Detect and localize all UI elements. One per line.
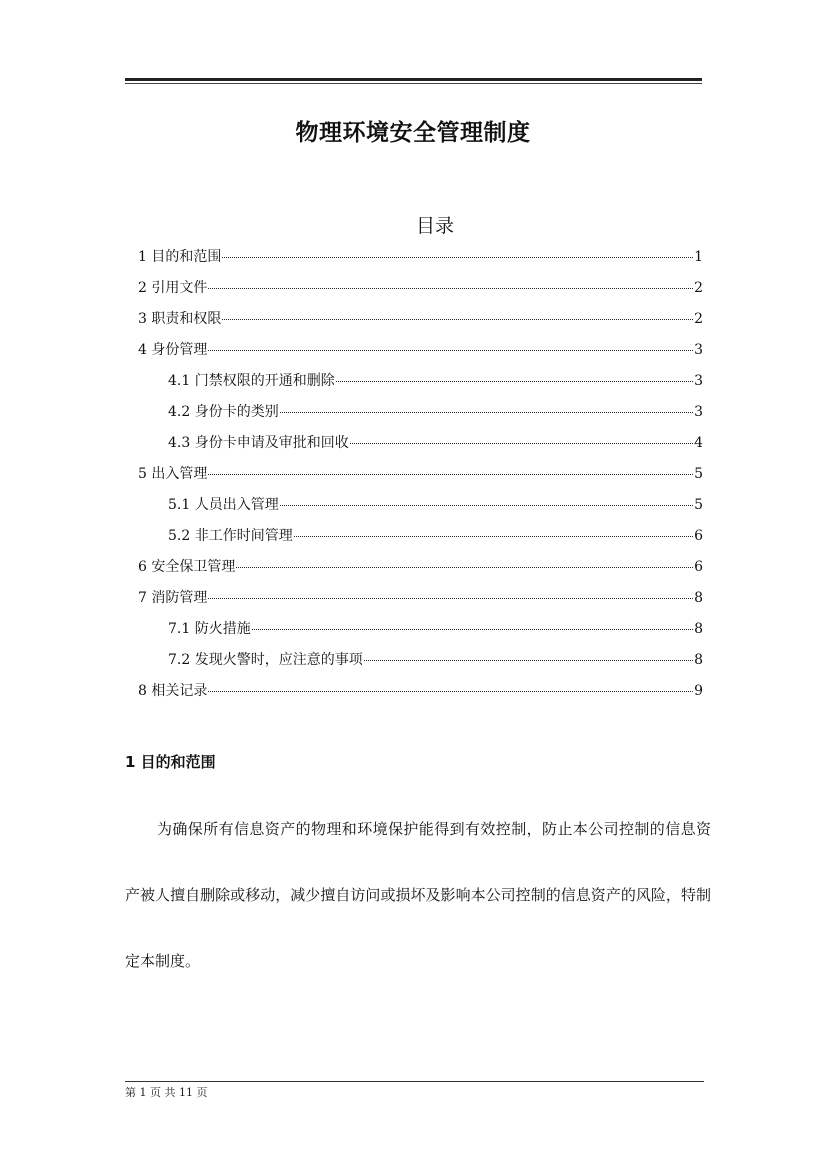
- toc-entry-text: 8 相关记录: [138, 683, 208, 699]
- toc-entry-page-number: 1: [694, 249, 703, 265]
- toc-entry-page-number: 8: [694, 652, 703, 668]
- section-body-paragraph: 为确保所有信息资产的物理和环境保护能得到有效控制，防止本公司控制的信息资产被人擅自删除或移动，减少擅自访问或损坏及影响本公司控制的信息资产的风险，特制定本制度。: [125, 820, 711, 970]
- toc-dot-leader: [208, 288, 693, 289]
- toc-entry[interactable]: [138, 401, 703, 432]
- toc-entry-page-number: 6: [694, 559, 703, 575]
- toc-entry-page-number: 3: [694, 373, 703, 389]
- toc-entry-text: 4.2 身份卡的类别: [168, 404, 279, 420]
- toc-entry[interactable]: [138, 339, 703, 370]
- toc-entry-page-number: 5: [694, 466, 703, 482]
- toc-entry-text: 5.2 非工作时间管理: [168, 528, 293, 544]
- toc-entry-page-number: 6: [694, 528, 703, 544]
- toc-entry-text: 7.1 防火措施: [168, 621, 251, 637]
- toc-dot-leader: [222, 257, 693, 258]
- header-rule-thin: [125, 83, 702, 84]
- toc-entry-page-number: 3: [694, 404, 703, 420]
- toc-entry-text: 4.1 门禁权限的开通和删除: [168, 373, 335, 389]
- toc-entry[interactable]: [138, 308, 703, 339]
- toc-entry[interactable]: [138, 680, 703, 711]
- toc-entry[interactable]: [138, 649, 703, 680]
- toc-dot-leader: [280, 505, 693, 506]
- toc-dot-leader: [208, 474, 693, 475]
- toc-entry[interactable]: [138, 618, 703, 649]
- toc-dot-leader: [236, 567, 693, 568]
- document-title: 物理环境安全管理制度: [295, 120, 531, 146]
- toc-dot-leader: [294, 536, 693, 537]
- toc-entry-page-number: 8: [694, 590, 703, 606]
- toc-dot-leader: [364, 660, 693, 661]
- toc-entry[interactable]: [138, 432, 703, 463]
- header-rule-thick: [125, 78, 702, 81]
- toc-entry-text: 7 消防管理: [138, 590, 208, 606]
- toc-entry-page-number: 9: [694, 683, 703, 699]
- toc-dot-leader: [252, 629, 693, 630]
- toc-entry-page-number: 2: [694, 311, 703, 327]
- toc-entry-text: 2 引用文件: [138, 280, 208, 296]
- footer-rule: [125, 1081, 704, 1082]
- toc-dot-leader: [208, 350, 693, 351]
- toc-entry-page-number: 4: [694, 435, 703, 451]
- toc-entry[interactable]: [138, 370, 703, 401]
- toc-entry[interactable]: [138, 494, 703, 525]
- toc-entry-text: 3 职责和权限: [138, 311, 222, 327]
- toc-entry-text: 1 目的和范围: [138, 249, 222, 265]
- toc-entry-text: 4.3 身份卡申请及审批和回收: [168, 435, 349, 451]
- toc-dot-leader: [208, 598, 693, 599]
- toc-entry-text: 5 出入管理: [138, 466, 208, 482]
- toc-entry-text: 7.2 发现火警时，应注意的事项: [168, 652, 363, 668]
- toc-entry[interactable]: [138, 556, 703, 587]
- toc-title: 目录: [415, 215, 454, 237]
- toc-entry-page-number: 8: [694, 621, 703, 637]
- toc-entry-text: 6 安全保卫管理: [138, 559, 236, 575]
- toc-entry[interactable]: [138, 587, 703, 618]
- toc-entry[interactable]: [138, 277, 703, 308]
- toc-entry-page-number: 5: [694, 497, 703, 513]
- toc-dot-leader: [350, 443, 693, 444]
- toc-dot-leader: [222, 319, 693, 320]
- page-footer: 第 1 页 共 11 页: [125, 1086, 208, 1099]
- toc-dot-leader: [208, 691, 693, 692]
- toc-entry-text: 5.1 人员出入管理: [168, 497, 279, 513]
- table-of-contents: [138, 246, 703, 711]
- toc-entry[interactable]: [138, 246, 703, 277]
- toc-entry-page-number: 3: [694, 342, 703, 358]
- toc-entry[interactable]: [138, 525, 703, 556]
- toc-entry-text: 4 身份管理: [138, 342, 208, 358]
- section-heading: 1 目的和范围: [125, 753, 216, 771]
- toc-entry[interactable]: [138, 463, 703, 494]
- toc-dot-leader: [280, 412, 693, 413]
- toc-dot-leader: [336, 381, 693, 382]
- toc-entry-page-number: 2: [694, 280, 703, 296]
